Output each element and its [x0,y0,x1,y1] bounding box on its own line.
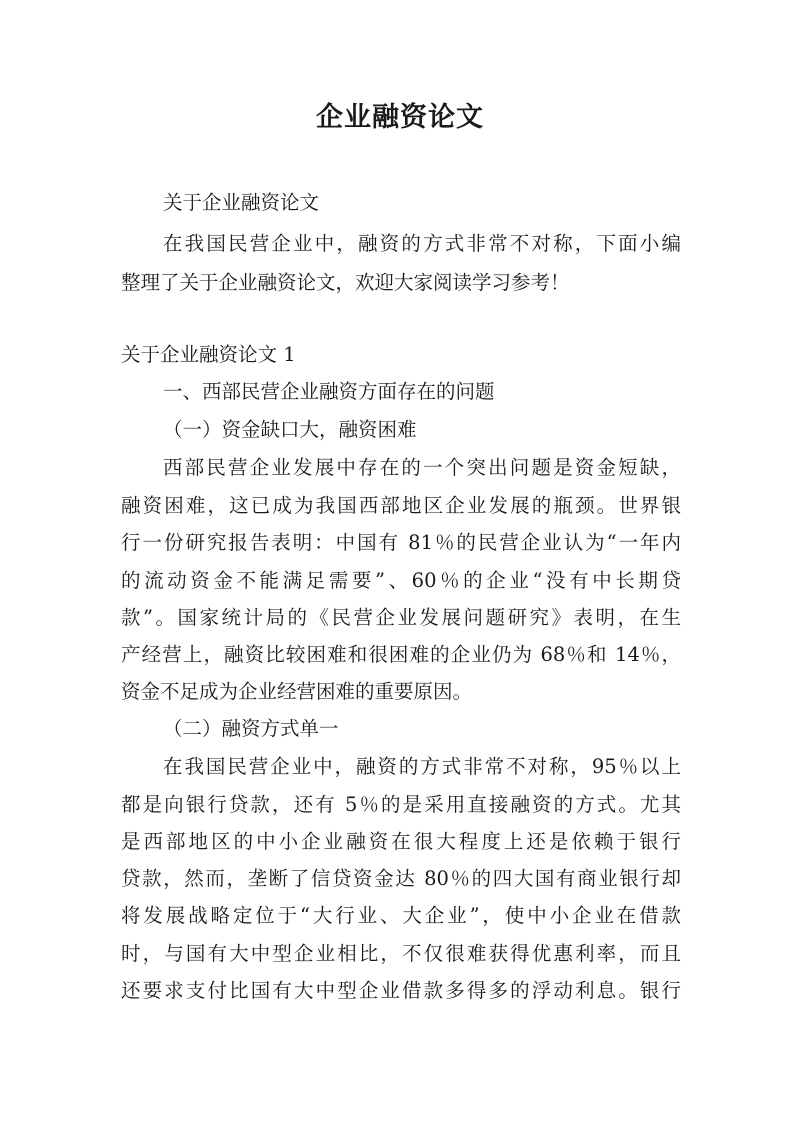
section-subheading: 一、西部民营企业融资方面存在的问题 [163,380,495,403]
document-title: 企业融资论文 [316,102,484,133]
paragraph-line: 是西部地区的中小企业融资在很大程度上还是依赖于银行 [121,830,681,853]
paragraph-line: 资金不足成为企业经营困难的重要原因。 [121,680,473,703]
intro-line: 整理了关于企业融资论文，欢迎大家阅读学习参考！ [121,271,570,294]
paragraph-line: 时，与国有大中型企业相比，不仅很难获得优惠利率，而且 [121,942,681,965]
paragraph-line: 将发展战略定位于“大行业、大企业”，使中小企业在借款 [121,904,681,927]
paragraph-line: 行一份研究报告表明：中国有 81％的民营企业认为“一年内 [121,531,681,554]
paragraph-line: 在我国民营企业中，融资的方式非常不对称，95％以上 [163,755,681,778]
paragraph-line: 产经营上，融资比较困难和很困难的企业仍为 68％和 14％， [121,643,681,666]
paragraph-line: 的流动资金不能满足需要”、60％的企业“没有中长期贷 [121,569,681,592]
paragraph-line: 西部民营企业发展中存在的一个突出问题是资金短缺， [163,456,681,479]
subtitle-line: 关于企业融资论文 [163,191,320,214]
subsection-heading: （一）资金缺口大，融资困难 [163,418,417,441]
paragraph-line: 都是向银行贷款，还有 5％的是采用直接融资的方式。尤其 [121,793,681,816]
paragraph-line: 还要求支付比国有大中型企业借款多得多的浮动利息。银行 [121,979,681,1002]
paragraph-line: 款”。国家统计局的《民营企业发展问题研究》表明，在生 [121,606,681,629]
subsection-heading: （二）融资方式单一 [163,717,339,740]
section-heading: 关于企业融资论文 1 [121,343,296,366]
paragraph-line: 融资困难，这已成为我国西部地区企业发展的瓶颈。世界银 [121,494,681,517]
paragraph-line: 贷款，然而，垄断了信贷资金达 80％的四大国有商业银行却 [121,867,681,890]
intro-line: 在我国民营企业中，融资的方式非常不对称，下面小编 [163,232,681,255]
